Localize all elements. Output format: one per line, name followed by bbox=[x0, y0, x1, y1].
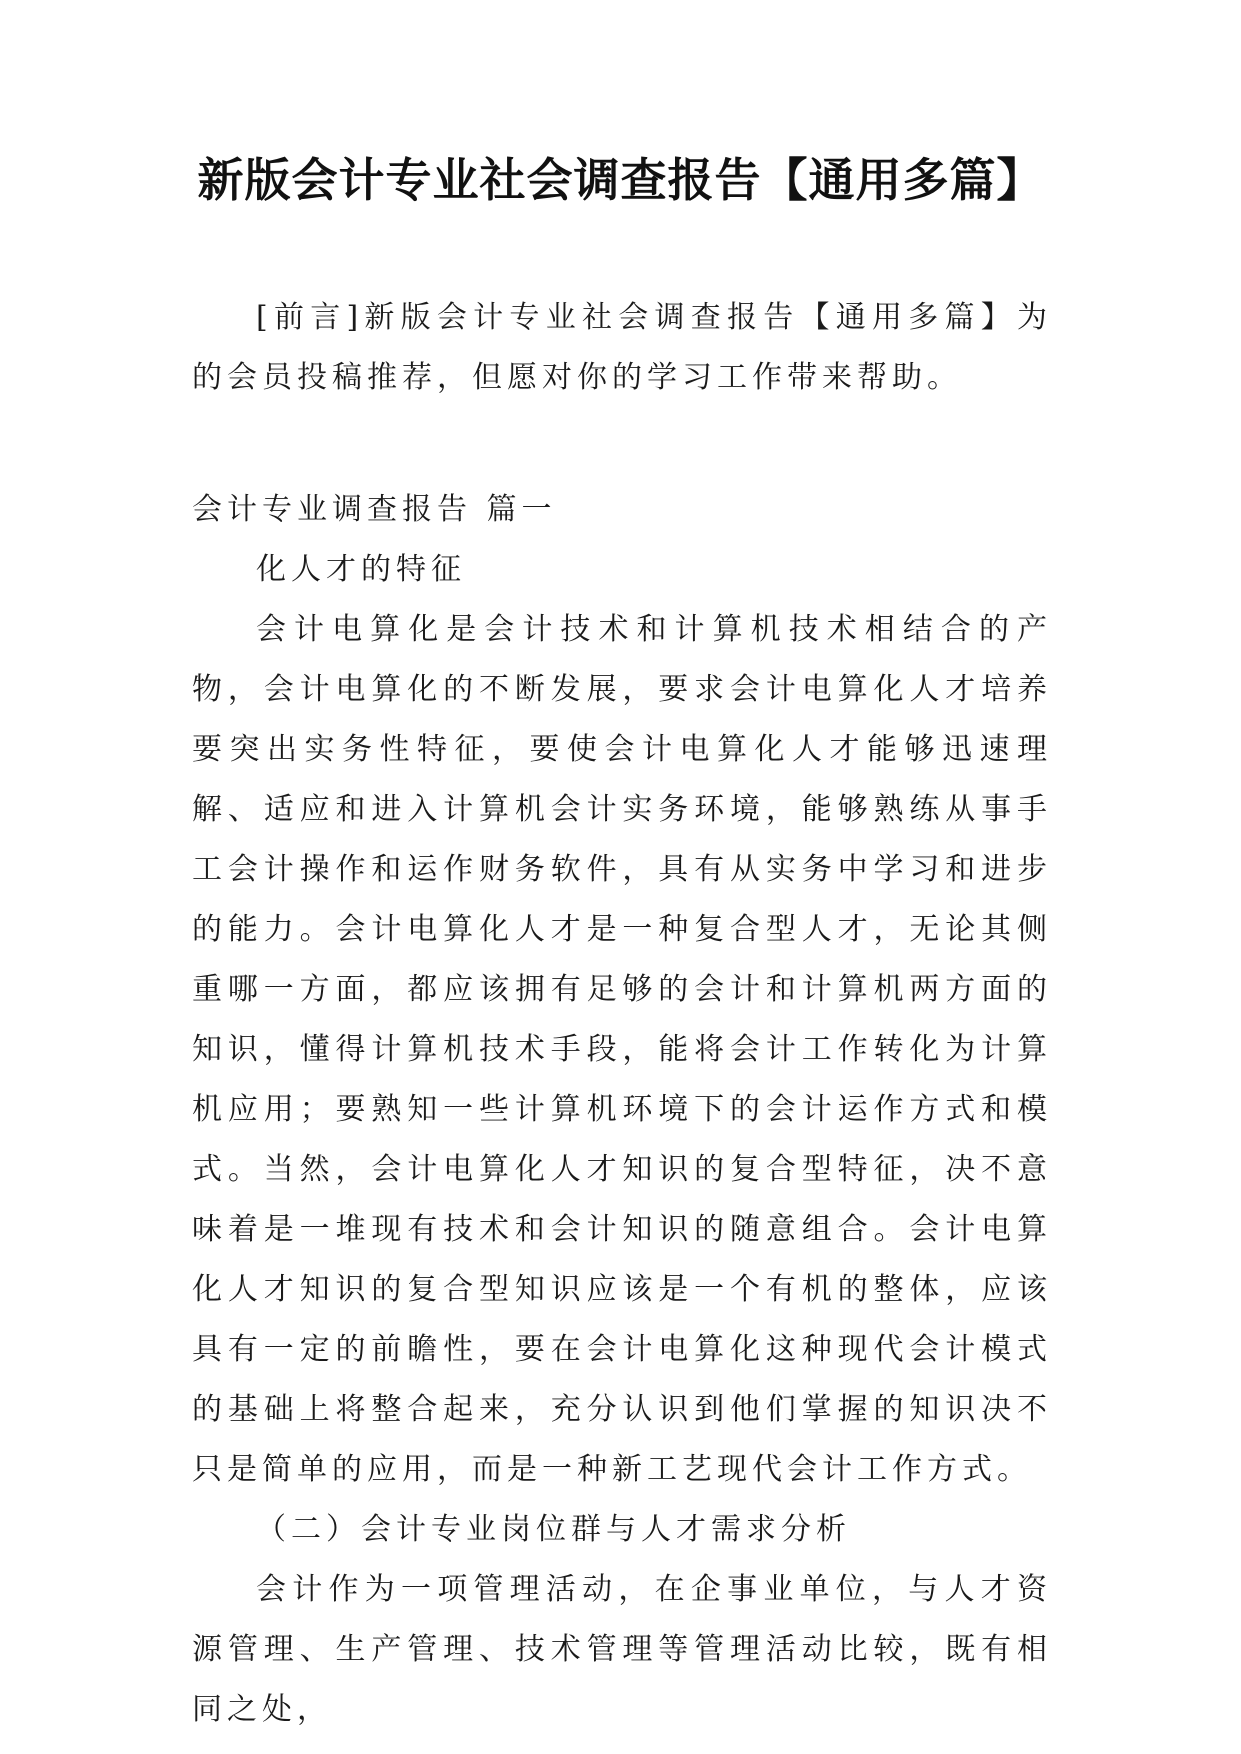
body-paragraph-2: 会计作为一项管理活动，在企事业单位，与人才资源管理、生产管理、技术管理等管理活动比较，既有相同之处， bbox=[192, 1572, 1052, 1727]
document-body bbox=[192, 288, 1052, 1740]
document-title: 新版会计专业社会调查报告【通用多篇】 bbox=[197, 153, 1044, 207]
spacer bbox=[192, 408, 1052, 480]
body-paragraph-1: 会计电算化是会计技术和计算机技术相结合的产物，会计电算化的不断发展，要求会计电算化人才培养要突出实务性特征，要使会计电算化人才能够迅速理解、适应和进入计算机会计实务环境，能够熟练从事手工会计操作和运作财务软件，具有从实务中学习和进步的能力。会计电算化人才是一种复合型人才，无论其侧重哪一方面，都应该拥有足够的会计和计算机两方面的知识，懂得计算机技术手段，能将会计工作转化为计算机应用；要熟知一些计算机环境下的会计运作方式和模式。当然，会计电算化人才知识的复合型特征，决不意味着是一堆现有技术和会计知识的随意组合。会计电算化人才知识的复合型知识应该是一个有机的整体，应该具有一定的前瞻性，要在会计电算化这种现代会计模式的基础上将整合起来，充分认识到他们掌握的知识决不只是简单的应用，而是一种新工艺现代会计工作方式。 bbox=[192, 612, 1052, 1487]
subheading-job-analysis: （二）会计专业岗位群与人才需求分析 bbox=[256, 1512, 851, 1547]
subheading-talent-features: 化人才的特征 bbox=[256, 552, 466, 587]
section-heading: 会计专业调查报告 篇一 bbox=[192, 492, 557, 527]
preface-paragraph: [前言]新版会计专业社会调查报告【通用多篇】为的会员投稿推荐，但愿对你的学习工作带来帮助。 bbox=[192, 300, 1052, 395]
